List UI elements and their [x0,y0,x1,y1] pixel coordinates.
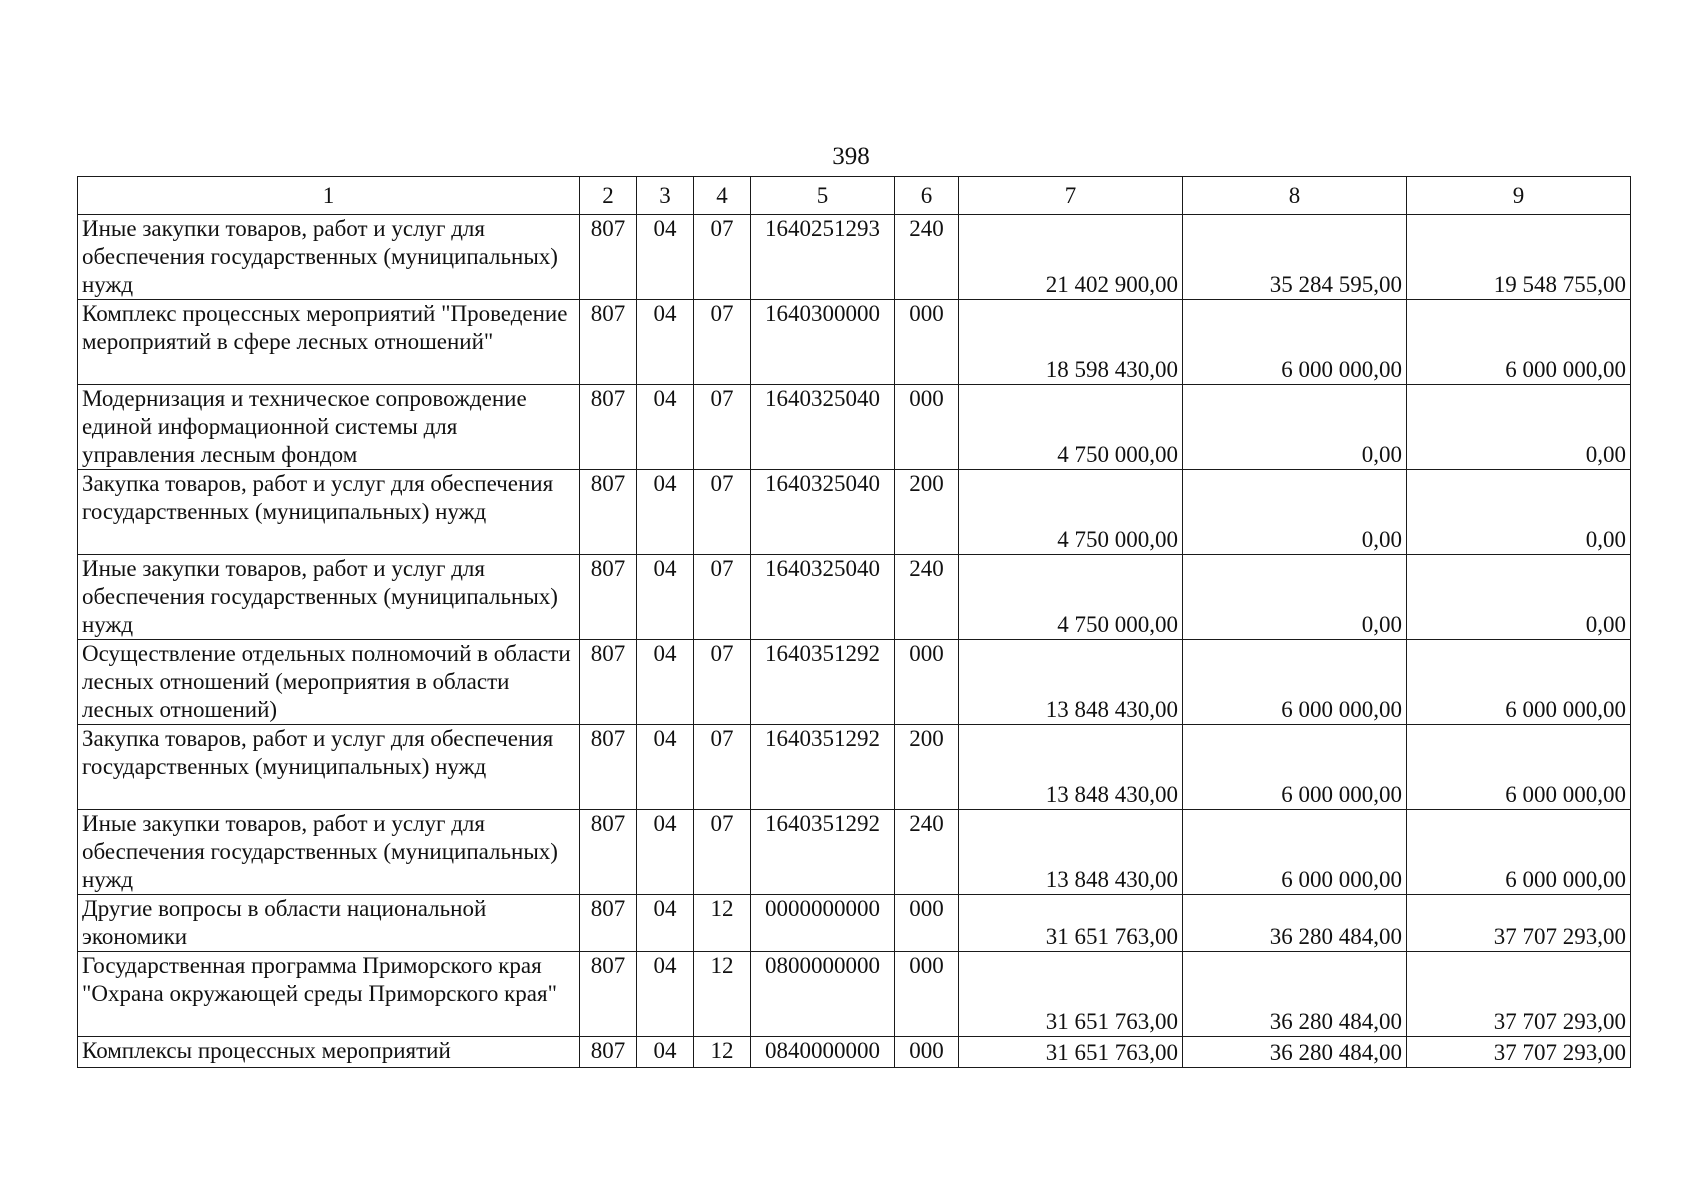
header-row [78,177,1631,215]
amount-year-1-cell: 31 651 763,00 [959,1037,1183,1068]
amount-year-3-cell: 19 548 755,00 [1407,215,1631,300]
chapter-code-cell: 807 [580,952,637,1037]
chapter-code-cell: 807 [580,555,637,640]
amount-year-3-cell: 37 707 293,00 [1407,952,1631,1037]
amount-year-2-cell: 6 000 000,00 [1183,640,1407,725]
amount-year-3-cell: 6 000 000,00 [1407,640,1631,725]
expense-type-code-cell: 000 [895,640,959,725]
subsection-code-cell: 12 [694,952,751,1037]
amount-year-1-cell: 21 402 900,00 [959,215,1183,300]
row-name-cell: Иные закупки товаров, работ и услуг для обеспечения государственных (муниципальных) нужд [78,555,580,640]
amount-year-3-cell: 6 000 000,00 [1407,300,1631,385]
expense-type-code-cell: 240 [895,810,959,895]
section-code-cell: 04 [637,895,694,952]
section-code-cell: 04 [637,1037,694,1068]
target-article-code-cell: 1640300000 [751,300,895,385]
target-article-code-cell: 1640325040 [751,555,895,640]
chapter-code-cell: 807 [580,470,637,555]
expense-type-code-cell: 000 [895,1037,959,1068]
amount-year-1-cell: 4 750 000,00 [959,555,1183,640]
target-article-code-cell: 1640251293 [751,215,895,300]
table-row [78,300,1631,385]
table-row [78,1037,1631,1068]
row-name-cell: Комплекс процессных мероприятий "Проведение мероприятий в сфере лесных отношений" [78,300,580,385]
section-code-cell: 04 [637,300,694,385]
amount-year-1-cell: 4 750 000,00 [959,470,1183,555]
row-name-cell: Иные закупки товаров, работ и услуг для обеспечения государственных (муниципальных) нужд [78,215,580,300]
amount-year-2-cell: 6 000 000,00 [1183,300,1407,385]
table-row [78,470,1631,555]
amount-year-3-cell: 37 707 293,00 [1407,895,1631,952]
amount-year-2-cell: 6 000 000,00 [1183,725,1407,810]
target-article-code-cell: 0800000000 [751,952,895,1037]
budget-table [77,176,1631,1068]
column-header: 1 [78,177,580,215]
subsection-code-cell: 07 [694,215,751,300]
chapter-code-cell: 807 [580,725,637,810]
amount-year-3-cell: 0,00 [1407,385,1631,470]
subsection-code-cell: 07 [694,300,751,385]
target-article-code-cell: 1640325040 [751,385,895,470]
column-header: 2 [580,177,637,215]
subsection-code-cell: 07 [694,640,751,725]
table-row [78,640,1631,725]
row-name-cell: Осуществление отдельных полномочий в области лесных отношений (мероприятия в области лесных отношений) [78,640,580,725]
column-header: 9 [1407,177,1631,215]
table-row [78,385,1631,470]
column-header: 5 [751,177,895,215]
amount-year-3-cell: 6 000 000,00 [1407,810,1631,895]
amount-year-2-cell: 36 280 484,00 [1183,895,1407,952]
target-article-code-cell: 0000000000 [751,895,895,952]
amount-year-2-cell: 36 280 484,00 [1183,952,1407,1037]
expense-type-code-cell: 240 [895,555,959,640]
target-article-code-cell: 1640351292 [751,810,895,895]
row-name-cell: Закупка товаров, работ и услуг для обеспечения государственных (муниципальных) нужд [78,725,580,810]
section-code-cell: 04 [637,640,694,725]
row-name-cell: Закупка товаров, работ и услуг для обеспечения государственных (муниципальных) нужд [78,470,580,555]
subsection-code-cell: 07 [694,385,751,470]
target-article-code-cell: 1640351292 [751,640,895,725]
amount-year-2-cell: 36 280 484,00 [1183,1037,1407,1068]
row-name-cell: Иные закупки товаров, работ и услуг для обеспечения государственных (муниципальных) нужд [78,810,580,895]
target-article-code-cell: 1640325040 [751,470,895,555]
section-code-cell: 04 [637,215,694,300]
section-code-cell: 04 [637,385,694,470]
subsection-code-cell: 07 [694,725,751,810]
subsection-code-cell: 07 [694,470,751,555]
expense-type-code-cell: 000 [895,895,959,952]
subsection-code-cell: 12 [694,895,751,952]
chapter-code-cell: 807 [580,810,637,895]
expense-type-code-cell: 000 [895,385,959,470]
table-row [78,215,1631,300]
amount-year-3-cell: 37 707 293,00 [1407,1037,1631,1068]
chapter-code-cell: 807 [580,1037,637,1068]
expense-type-code-cell: 200 [895,470,959,555]
table-row [78,810,1631,895]
amount-year-2-cell: 0,00 [1183,385,1407,470]
column-header: 8 [1183,177,1407,215]
chapter-code-cell: 807 [580,895,637,952]
amount-year-2-cell: 6 000 000,00 [1183,810,1407,895]
chapter-code-cell: 807 [580,215,637,300]
amount-year-1-cell: 4 750 000,00 [959,385,1183,470]
column-header: 4 [694,177,751,215]
amount-year-1-cell: 31 651 763,00 [959,952,1183,1037]
column-header: 7 [959,177,1183,215]
target-article-code-cell: 1640351292 [751,725,895,810]
page-number: 398 [832,143,870,170]
amount-year-3-cell: 6 000 000,00 [1407,725,1631,810]
expense-type-code-cell: 000 [895,300,959,385]
column-header: 3 [637,177,694,215]
target-article-code-cell: 0840000000 [751,1037,895,1068]
row-name-cell: Государственная программа Приморского края "Охрана окружающей среды Приморского края" [78,952,580,1037]
expense-type-code-cell: 000 [895,952,959,1037]
expense-type-code-cell: 200 [895,725,959,810]
chapter-code-cell: 807 [580,300,637,385]
chapter-code-cell: 807 [580,640,637,725]
section-code-cell: 04 [637,952,694,1037]
section-code-cell: 04 [637,555,694,640]
row-name-cell: Другие вопросы в области национальной экономики [78,895,580,952]
table-row [78,895,1631,952]
amount-year-2-cell: 0,00 [1183,470,1407,555]
amount-year-1-cell: 13 848 430,00 [959,640,1183,725]
subsection-code-cell: 07 [694,810,751,895]
amount-year-3-cell: 0,00 [1407,470,1631,555]
amount-year-3-cell: 0,00 [1407,555,1631,640]
section-code-cell: 04 [637,470,694,555]
expense-type-code-cell: 240 [895,215,959,300]
row-name-cell: Комплексы процессных мероприятий [78,1037,580,1068]
section-code-cell: 04 [637,810,694,895]
amount-year-1-cell: 31 651 763,00 [959,895,1183,952]
chapter-code-cell: 807 [580,385,637,470]
amount-year-1-cell: 13 848 430,00 [959,725,1183,810]
table-row [78,952,1631,1037]
section-code-cell: 04 [637,725,694,810]
amount-year-2-cell: 35 284 595,00 [1183,215,1407,300]
amount-year-1-cell: 13 848 430,00 [959,810,1183,895]
amount-year-1-cell: 18 598 430,00 [959,300,1183,385]
subsection-code-cell: 07 [694,555,751,640]
amount-year-2-cell: 0,00 [1183,555,1407,640]
table-row [78,725,1631,810]
column-header: 6 [895,177,959,215]
row-name-cell: Модернизация и техническое сопровождение единой информационной системы для управления лесным фондом [78,385,580,470]
subsection-code-cell: 12 [694,1037,751,1068]
table-row [78,555,1631,640]
